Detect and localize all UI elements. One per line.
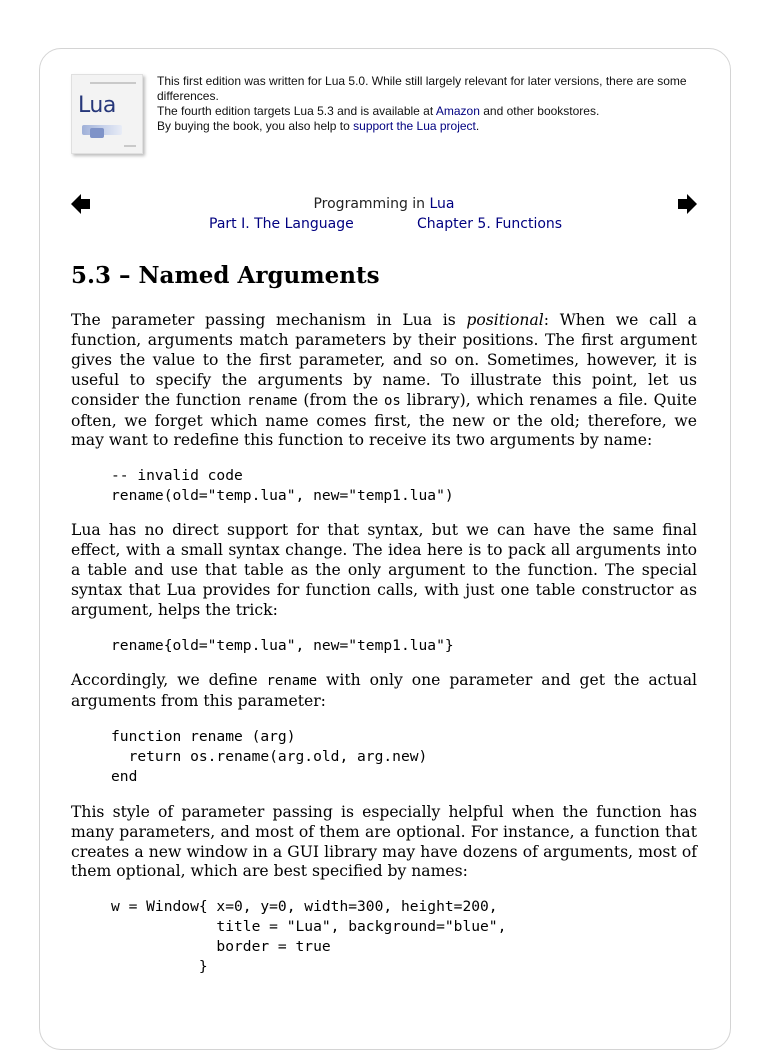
cover-logo-text: Lua — [78, 93, 116, 118]
amazon-link[interactable]: Amazon — [435, 104, 480, 118]
lua-home-link[interactable]: Lua — [429, 196, 455, 212]
code-block-3: function rename (arg) return os.rename(arg.old, arg.new) end — [111, 727, 428, 785]
chapter-link[interactable]: Chapter 5. Functions — [417, 216, 563, 232]
right-arrow-icon — [677, 193, 697, 215]
paragraph-2: Lua has no direct support for that syntax, but we can have the same final effect, with a small syntax change. The idea here is to pack all arguments into a table and use that table as the only argument to the function. The special syntax that Lua provides for function calls, with just one table constructor as argument, helps the trick: — [71, 521, 697, 619]
notice-text — [157, 74, 717, 134]
code-block-4: w = Window{ x=0, y=0, width=300, height=200, title = "Lua", background="blue", border = true } — [111, 898, 507, 976]
support-lua-link[interactable]: support the Lua project — [353, 119, 476, 133]
inline-code: rename — [247, 392, 298, 409]
paragraph-1: The parameter passing mechanism in Lua is positional: When we call a function, arguments match parameters by their positions. The first argument gives the value to the first parameter, and so on. Sometimes, however, it is useful to specify the arguments by name. To illustrate this point, let us consider the function rename (from the os library), which renames a file. Quite often, we forget which name comes first, the new or the old; therefore, we may want to redefine this function to receive its two arguments by name: — [71, 311, 697, 450]
notice-line-1: This first edition was written for Lua 5.0. While still largely relevant for later versions, there are some differences. — [157, 74, 687, 103]
section-heading: 5.3 – Named Arguments — [71, 262, 380, 289]
next-page-button[interactable] — [671, 193, 697, 217]
notice-line-3: By buying the book, you also help to support the Lua project. — [157, 119, 480, 133]
notice-line-2: The fourth edition targets Lua 5.3 and is available at Amazon and other bookstores. — [157, 104, 600, 118]
inline-code: rename — [266, 672, 318, 689]
section-content — [71, 311, 697, 977]
chapter-navigation — [71, 193, 697, 237]
part-link[interactable]: Part I. The Language — [209, 216, 354, 232]
code-block-2: rename{old="temp.lua", new="temp1.lua"} — [111, 636, 454, 654]
paragraph-3: Accordingly, we define rename with only one parameter and get the actual arguments from this parameter: — [71, 670, 697, 710]
book-title: Programming in Lua — [313, 196, 455, 212]
inline-code: os — [384, 392, 401, 409]
book-cover-image[interactable] — [71, 74, 143, 154]
paragraph-4: This style of parameter passing is especially helpful when the function has many parameters, and most of them are optional. For instance, a function that creates a new window in a GUI library may have dozens of arguments, most of them optional, which are best specified by names: — [71, 802, 697, 881]
code-block-1: -- invalid code rename(old="temp.lua", new="temp1.lua") — [111, 467, 454, 505]
